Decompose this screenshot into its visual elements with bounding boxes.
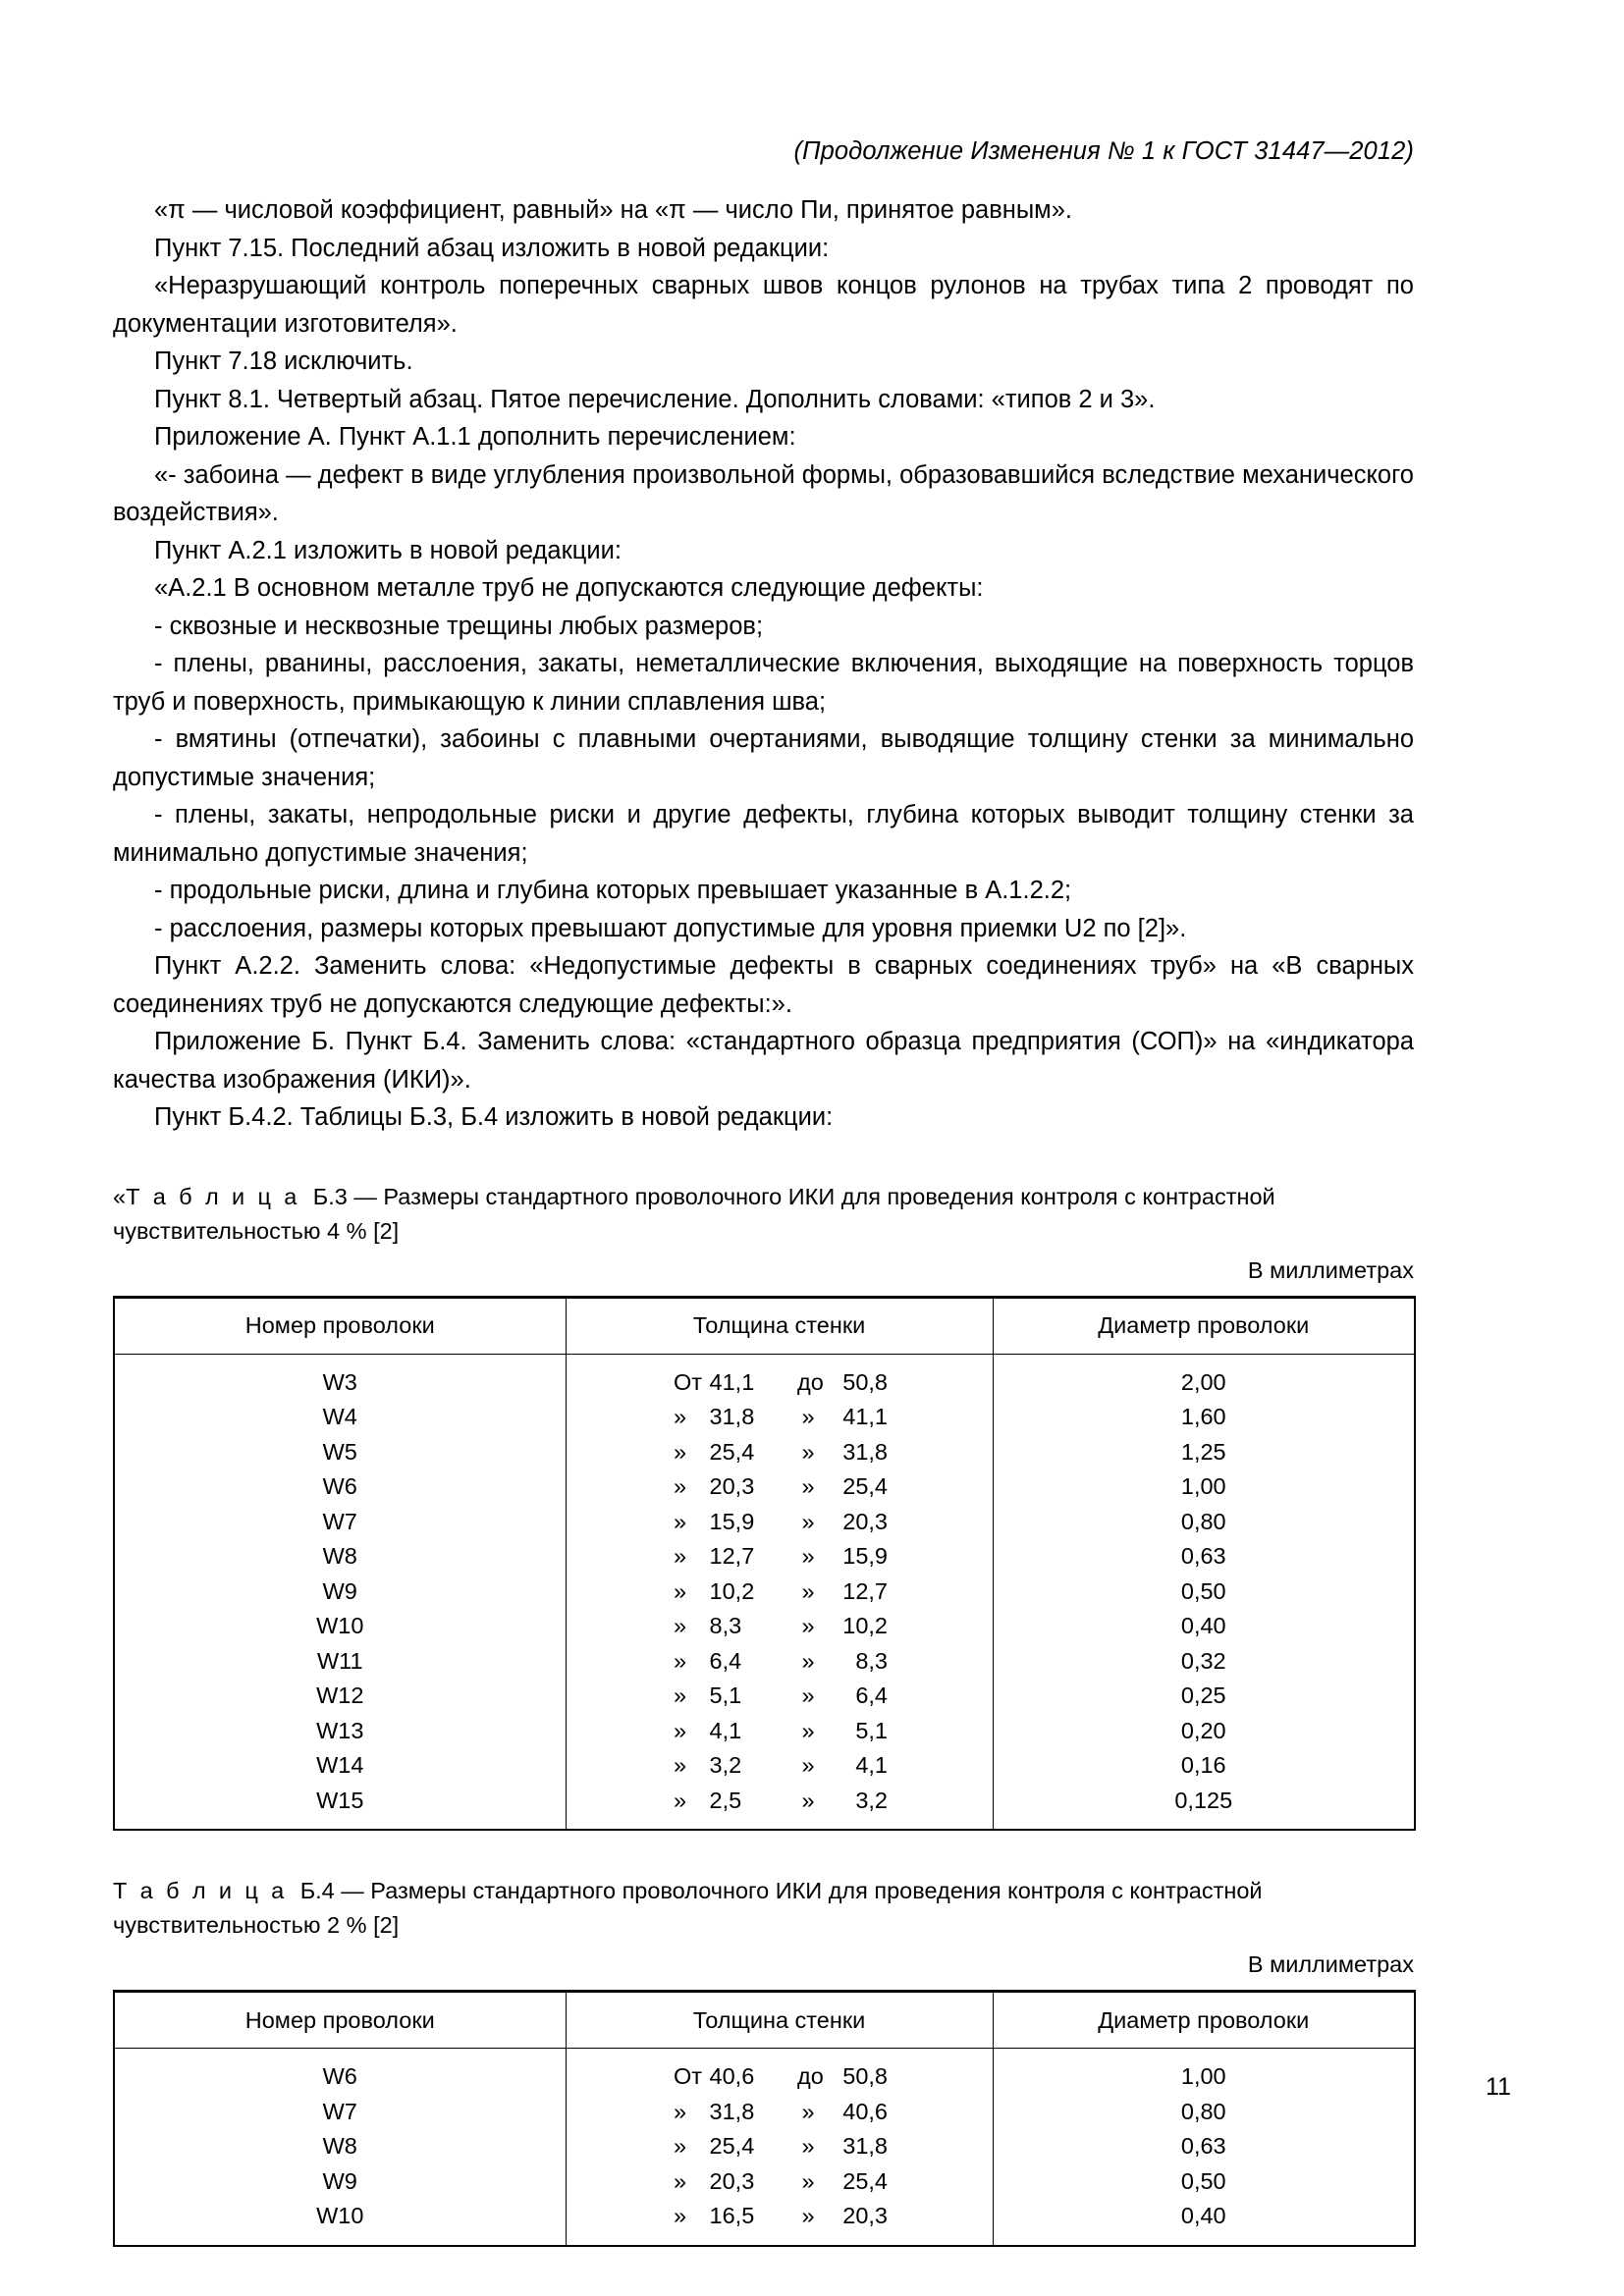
cell-wire-number: W6	[114, 2049, 566, 2095]
cell-wire-diameter: 0,125	[993, 1784, 1415, 1831]
table-row	[114, 1679, 1415, 1714]
cell-wire-diameter: 1,60	[993, 1400, 1415, 1435]
cell-wire-number: W6	[114, 1469, 566, 1505]
paragraph: Приложение Б. Пункт Б.4. Заменить слова: «стандартного образца предприятия (СОП)» на «индикатора качества изображения (ИКИ)».	[113, 1028, 1414, 1094]
paragraph: «π — числовой коэффициент, равный» на «π — число Пи, принятое равным».	[154, 196, 1072, 224]
table-row	[114, 1354, 1415, 1400]
table-row	[114, 2164, 1415, 2200]
caption-text: — Размеры стандартного проволочного ИКИ для проведения контроля с контрастной чувствительностью 4 % [2]	[113, 1183, 1275, 1244]
cell-wall-thickness: » 5,1 » 6,4	[566, 1679, 993, 1714]
paragraph: «Неразрушающий контроль поперечных сварных швов концов рулонов на трубах типа 2 проводят по документации изготовителя».	[113, 272, 1414, 338]
column-header-wall-thickness: Толщина стенки	[566, 1297, 993, 1354]
cell-wall-thickness: » 16,5 » 20,3	[566, 2199, 993, 2246]
table-b4-caption	[113, 1874, 1414, 1943]
cell-wall-thickness: » 6,4 » 8,3	[566, 1644, 993, 1680]
paragraph: Приложение А. Пункт А.1.1 дополнить перечислением:	[154, 423, 796, 451]
cell-wire-diameter: 0,25	[993, 1679, 1415, 1714]
cell-wire-diameter: 0,20	[993, 1714, 1415, 1749]
column-header-wire-number: Номер проволоки	[114, 1992, 566, 2049]
table-row	[114, 2095, 1415, 2130]
page-number: 11	[1486, 2073, 1511, 2101]
cell-wall-thickness: » 31,8 » 41,1	[566, 1400, 993, 1435]
cell-wire-diameter: 0,80	[993, 1505, 1415, 1540]
cell-wall-thickness: » 20,3 » 25,4	[566, 1469, 993, 1505]
cell-wire-number: W5	[114, 1435, 566, 1470]
list-item: - расслоения, размеры которых превышают допустимые для уровня приемки U2 по [2]».	[154, 914, 1187, 942]
cell-wall-thickness: » 10,2 » 12,7	[566, 1575, 993, 1610]
cell-wall-thickness: » 4,1 » 5,1	[566, 1714, 993, 1749]
table-row	[114, 1575, 1415, 1610]
table-header-row	[114, 1992, 1415, 2049]
caption-number: Б.4	[299, 1878, 335, 1903]
table-row	[114, 2129, 1415, 2164]
table-b4	[113, 1990, 1416, 2247]
table-b4-units: В миллиметрах	[1247, 1951, 1414, 1977]
cell-wall-thickness: » 3,2 » 4,1	[566, 1748, 993, 1784]
cell-wire-number: W15	[114, 1784, 566, 1831]
paragraph: Пункт 8.1. Четвертый абзац. Пятое перечисление. Дополнить словами: «типов 2 и 3».	[154, 385, 1156, 413]
paragraph: Пункт Б.4.2. Таблицы Б.3, Б.4 изложить в новой редакции:	[154, 1103, 834, 1131]
cell-wire-diameter: 0,40	[993, 2199, 1415, 2246]
list-item: - продольные риски, длина и глубина которых превышает указанные в А.1.2.2;	[154, 877, 1072, 904]
table-row	[114, 1435, 1415, 1470]
table-row	[114, 1748, 1415, 1784]
cell-wire-diameter: 0,16	[993, 1748, 1415, 1784]
table-row	[114, 1609, 1415, 1644]
cell-wire-number: W14	[114, 1748, 566, 1784]
cell-wall-thickness: » 20,3 » 25,4	[566, 2164, 993, 2200]
table-b3	[113, 1296, 1416, 1832]
paragraph: «- забоина — дефект в виде углубления произвольной формы, образовавшийся вследствие механического воздействия».	[113, 460, 1414, 526]
body-text-block	[113, 191, 1414, 1137]
cell-wire-diameter: 0,40	[993, 1609, 1415, 1644]
table-row	[114, 1784, 1415, 1831]
column-header-wire-diameter: Диаметр проволоки	[993, 1297, 1415, 1354]
cell-wire-number: W9	[114, 2164, 566, 2200]
table-header-row	[114, 1297, 1415, 1354]
table-row	[114, 1469, 1415, 1505]
table-row	[114, 2049, 1415, 2095]
cell-wall-thickness: » 8,3 » 10,2	[566, 1609, 993, 1644]
table-row	[114, 1644, 1415, 1680]
cell-wall-thickness: » 12,7 » 15,9	[566, 1539, 993, 1575]
caption-label: Т а б л и ц а	[126, 1183, 300, 1209]
cell-wall-thickness: » 15,9 » 20,3	[566, 1505, 993, 1540]
cell-wire-diameter: 1,25	[993, 1435, 1415, 1470]
paragraph: «А.2.1 В основном металле труб не допускаются следующие дефекты:	[154, 574, 984, 602]
cell-wall-thickness: » 2,5 » 3,2	[566, 1784, 993, 1831]
cell-wire-diameter: 0,50	[993, 1575, 1415, 1610]
cell-wire-number: W9	[114, 1575, 566, 1610]
list-item: - вмятины (отпечатки), забоины с плавными очертаниями, выводящие толщину стенки за минимально допустимые значения;	[113, 725, 1414, 791]
cell-wire-number: W12	[114, 1679, 566, 1714]
cell-wire-diameter: 1,00	[993, 1469, 1415, 1505]
table-b3-caption	[113, 1180, 1414, 1249]
running-header: (Продолжение Изменения № 1 к ГОСТ 31447—2012)	[793, 137, 1414, 165]
cell-wall-thickness: От 40,6 до 50,8	[566, 2049, 993, 2095]
cell-wall-thickness: » 25,4 » 31,8	[566, 1435, 993, 1470]
paragraph: Пункт 7.18 исключить.	[154, 347, 413, 375]
cell-wall-thickness: От 41,1 до 50,8	[566, 1354, 993, 1400]
cell-wire-number: W3	[114, 1354, 566, 1400]
cell-wall-thickness: » 25,4 » 31,8	[566, 2129, 993, 2164]
column-header-wire-number: Номер проволоки	[114, 1297, 566, 1354]
list-item: - плены, закаты, непродольные риски и другие дефекты, глубина которых выводит толщину стенки за минимально допустимые значения;	[113, 801, 1414, 867]
cell-wire-number: W7	[114, 2095, 566, 2130]
cell-wire-number: W7	[114, 1505, 566, 1540]
cell-wire-number: W13	[114, 1714, 566, 1749]
cell-wire-diameter: 0,50	[993, 2164, 1415, 2200]
table-row	[114, 2199, 1415, 2246]
cell-wire-number: W10	[114, 2199, 566, 2246]
cell-wire-diameter: 0,80	[993, 2095, 1415, 2130]
cell-wire-diameter: 0,32	[993, 1644, 1415, 1680]
caption-label: Т а б л и ц а	[113, 1878, 288, 1903]
cell-wire-number: W8	[114, 2129, 566, 2164]
paragraph: Пункт А.2.2. Заменить слова: «Недопустимые дефекты в сварных соединениях труб» на «В сварных соединениях труб не допускаются следующие дефекты:».	[113, 952, 1414, 1018]
caption-number: Б.3	[312, 1183, 348, 1209]
column-header-wall-thickness: Толщина стенки	[566, 1992, 993, 2049]
table-b3-units: В миллиметрах	[1247, 1256, 1414, 1283]
cell-wire-diameter: 0,63	[993, 1539, 1415, 1575]
table-row	[114, 1505, 1415, 1540]
cell-wire-diameter: 2,00	[993, 1354, 1415, 1400]
cell-wire-diameter: 0,63	[993, 2129, 1415, 2164]
page-content	[113, 0, 1414, 2247]
cell-wire-diameter: 1,00	[993, 2049, 1415, 2095]
table-row	[114, 1714, 1415, 1749]
list-item: - сквозные и несквозные трещины любых размеров;	[154, 612, 764, 640]
column-header-wire-diameter: Диаметр проволоки	[993, 1992, 1415, 2049]
cell-wire-number: W10	[114, 1609, 566, 1644]
caption-open-quote: «	[113, 1183, 127, 1209]
cell-wire-number: W4	[114, 1400, 566, 1435]
table-row	[114, 1400, 1415, 1435]
paragraph: Пункт А.2.1 изложить в новой редакции:	[154, 536, 622, 564]
caption-text: — Размеры стандартного проволочного ИКИ для проведения контроля с контрастной чувствительностью 2 % [2]	[113, 1878, 1263, 1938]
list-item: - плены, рванины, расслоения, закаты, неметаллические включения, выходящие на поверхность торцов труб и поверхность, примыкающую к линии сплавления шва;	[113, 650, 1414, 716]
paragraph: Пункт 7.15. Последний абзац изложить в новой редакции:	[154, 234, 830, 262]
cell-wall-thickness: » 31,8 » 40,6	[566, 2095, 993, 2130]
table-row	[114, 1539, 1415, 1575]
cell-wire-number: W8	[114, 1539, 566, 1575]
cell-wire-number: W11	[114, 1644, 566, 1680]
